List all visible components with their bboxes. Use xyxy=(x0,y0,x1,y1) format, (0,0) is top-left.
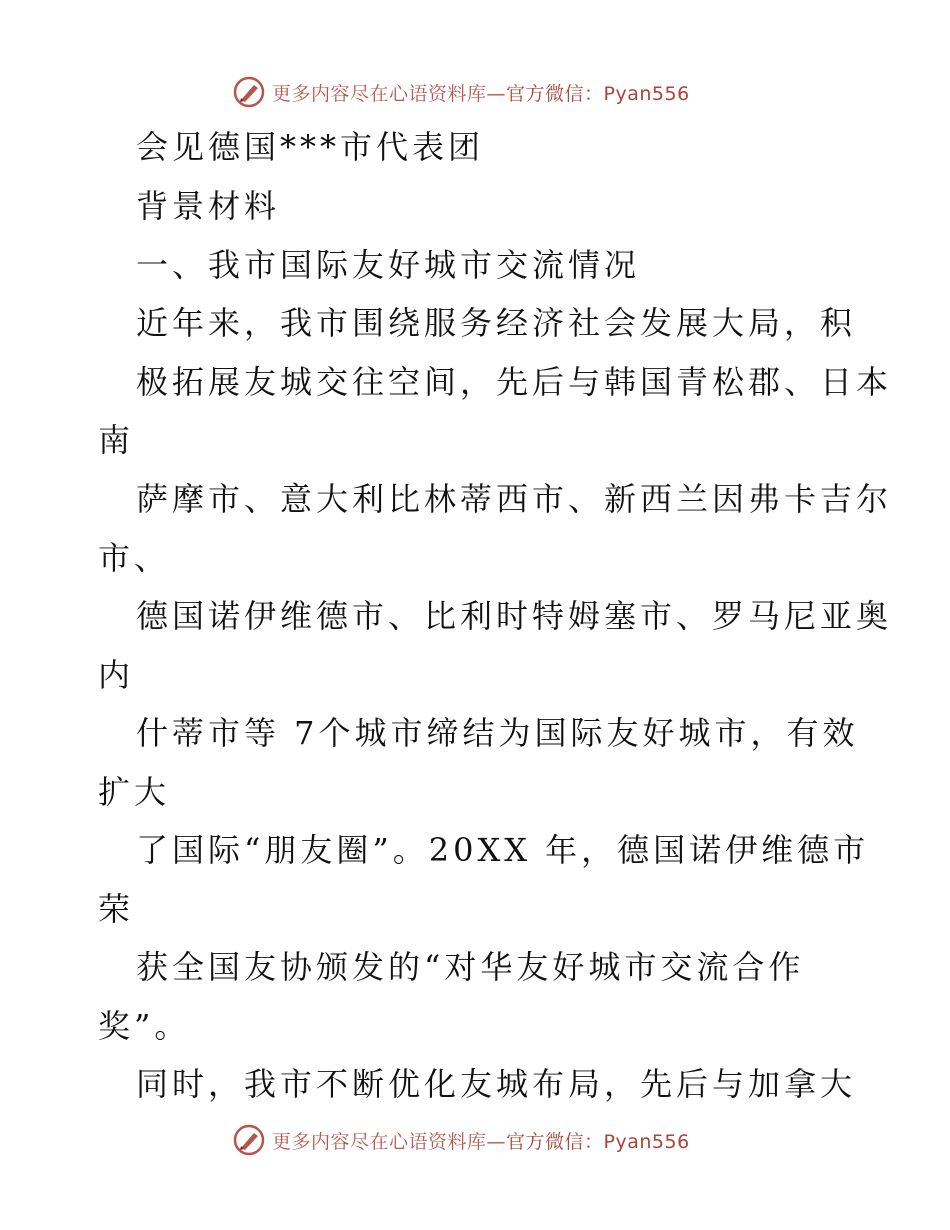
pen-seal-logo-icon xyxy=(232,75,266,109)
doc-title: 会见德国***市代表团 xyxy=(136,128,485,166)
paragraph-line: 内 xyxy=(98,656,135,694)
paragraph-line: 南 xyxy=(98,421,135,459)
pen-seal-logo-icon xyxy=(232,1123,266,1157)
paragraph-line: 德国诺伊维德市、比利时特姆塞市、罗马尼亚奥 xyxy=(136,597,893,635)
paragraph-line: 近年来，我市围绕服务经济社会发展大局，积 xyxy=(136,304,857,342)
footer-banner-text: 更多内容尽在心语资料库—官方微信：Pyan556 xyxy=(272,1130,690,1153)
paragraph-line: 获全国友协颁发的“对华友好城市交流合作 xyxy=(136,948,805,986)
paragraph-line: 荣 xyxy=(98,890,135,928)
doc-subtitle: 背景材料 xyxy=(136,187,281,225)
paragraph-line: 奖”。 xyxy=(98,1007,191,1045)
paragraph-line: 什蒂市等 7个城市缔结为国际友好城市，有效 xyxy=(136,714,859,752)
paragraph-line: 极拓展友城交往空间，先后与韩国青松郡、日本 xyxy=(136,363,893,401)
header-banner-text: 更多内容尽在心语资料库—官方微信：Pyan556 xyxy=(272,82,690,105)
paragraph-line: 了国际“朋友圈”。20XX 年，德国诺伊维德市 xyxy=(136,831,870,869)
footer-banner xyxy=(232,1120,690,1160)
paragraph-line: 扩大 xyxy=(98,773,171,811)
section-heading: 一、我市国际友好城市交流情况 xyxy=(136,246,641,284)
paragraph-line: 同时，我市不断优化友城布局，先后与加拿大 xyxy=(136,1065,857,1103)
paragraph-line: 市、 xyxy=(98,539,171,577)
header-banner xyxy=(232,72,690,112)
paragraph-line: 萨摩市、意大利比林蒂西市、新西兰因弗卡吉尔 xyxy=(136,480,893,518)
